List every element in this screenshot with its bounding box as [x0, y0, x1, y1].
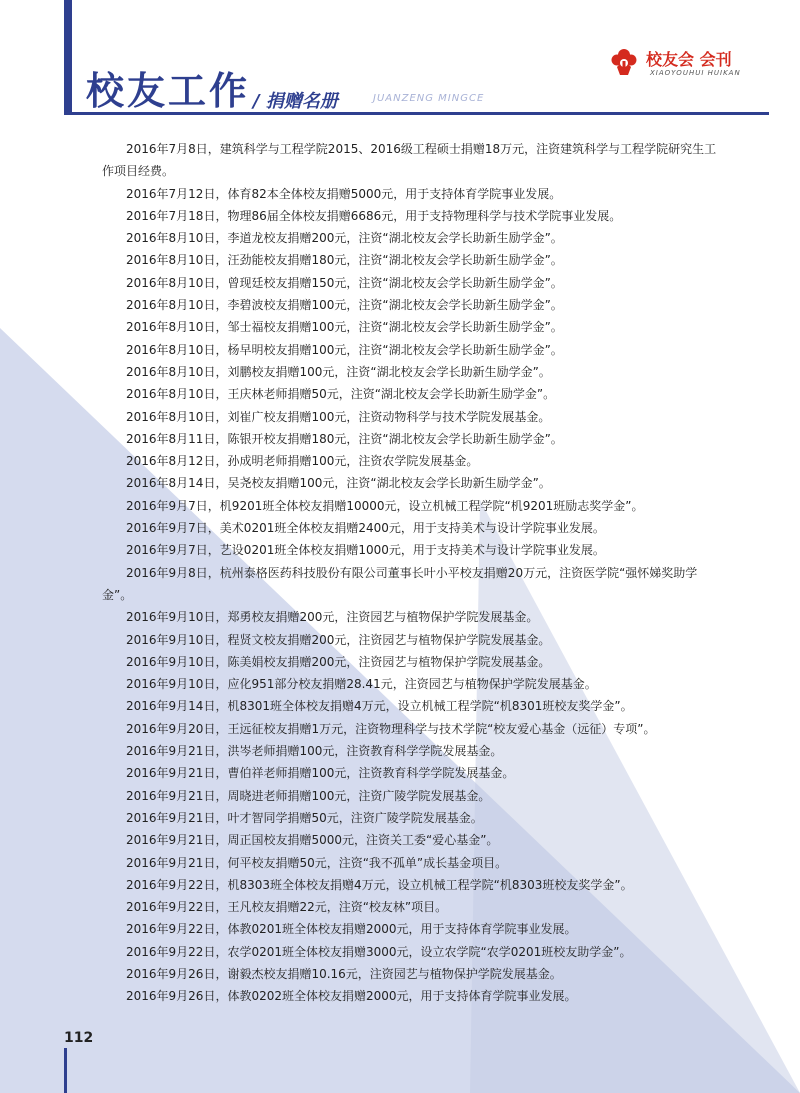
brand-title: 校友会 会刊	[646, 50, 732, 69]
donation-entry: 2016年9月10日，郑勇校友捐赠200元，注资园艺与植物保护学院发展基金。	[126, 610, 539, 625]
donation-entry: 2016年9月7日，美术0201班全体校友捐赠2400元，用于支持美术与设计学院事业发展。	[126, 521, 605, 536]
donation-entry: 2016年9月21日，曹伯祥老师捐赠100元，注资教育科学学院发展基金。	[126, 766, 515, 781]
donation-entry: 2016年8月10日，刘鹏校友捐赠100元，注资“湖北校友会学长助新生励学金”。	[126, 364, 551, 379]
section-title: 校友工作	[86, 69, 251, 113]
donation-entry: 2016年7月12日，体育82本全体校友捐赠5000元，用于支持体育学院事业发展。	[126, 186, 562, 201]
donation-entry: 2016年8月10日，杨早明校友捐赠100元，注资“湖北校友会学长助新生励学金”。	[126, 342, 563, 357]
donation-entry: 2016年9月14日，机8301班全体校友捐赠4万元，设立机械工程学院“机8301班校友奖学金”。	[126, 699, 633, 714]
header-accent-bar	[64, 0, 72, 112]
donation-entry: 2016年8月10日，王庆林老师捐赠50元，注资“湖北校友会学长助新生励学金”。	[126, 387, 556, 402]
donation-entry: 2016年9月21日，周晓进老师捐赠100元，注资广陵学院发展基金。	[126, 788, 491, 803]
brand-subtitle: XIAOYOUHUI HUIKAN	[650, 69, 741, 77]
donation-entry: 2016年9月22日，农学0201班全体校友捐赠3000元，设立农学院“农学0201班校友助学金”。	[126, 944, 632, 959]
brand-masthead	[608, 45, 788, 81]
donation-entry: 2016年9月10日，陈美娟校友捐赠200元，注资园艺与植物保护学院发展基金。	[126, 654, 551, 669]
donation-entry: 2016年8月12日，孙成明老师捐赠100元，注资农学院发展基金。	[126, 454, 479, 469]
donation-entry: 2016年9月7日，机9201班全体校友捐赠10000元，设立机械工程学院“机9201班励志奖学金”。	[126, 498, 644, 513]
donation-entry: 2016年8月10日，汪劲能校友捐赠180元，注资“湖北校友会学长助新生励学金”。	[126, 253, 563, 268]
donation-entry: 2016年9月26日，体教0202班全体校友捐赠2000元，用于支持体育学院事业发展。	[126, 989, 577, 1004]
donation-entry: 2016年9月21日，叶才智同学捐赠50元，注资广陵学院发展基金。	[126, 810, 483, 825]
donation-entry: 2016年8月10日，刘崔广校友捐赠100元，注资动物科学与技术学院发展基金。	[126, 409, 551, 424]
donation-entry: 2016年9月21日，何平校友捐赠50元，注资“我不孤单”成长基金项目。	[126, 855, 508, 870]
footer-rule	[64, 1048, 67, 1093]
donation-list	[102, 138, 722, 1008]
donation-entry: 2016年9月8日，杭州泰格医药科技股份有限公司董事长叶小平校友捐赠20万元，注资医学院“强怀娣奖助学金”。	[102, 565, 698, 602]
donation-entry: 2016年8月10日，李道龙校友捐赠200元，注资“湖北校友会学长助新生励学金”。	[126, 231, 563, 246]
alumni-logo-icon	[608, 45, 640, 77]
donation-entry: 2016年8月14日，吴尧校友捐赠100元，注资“湖北校友会学长助新生励学金”。	[126, 476, 551, 491]
donation-entry: 2016年7月8日，建筑科学与工程学院2015、2016级工程硕士捐赠18万元，注资建筑科学与工程学院研究生工作项目经费。	[102, 142, 717, 179]
donation-entry: 2016年9月20日，王远征校友捐赠1万元，注资物理科学与技术学院“校友爱心基金（远征）专项”。	[126, 721, 656, 736]
donation-entry: 2016年9月21日，周正国校友捐赠5000元，注资关工委“爱心基金”。	[126, 833, 499, 848]
donation-entry: 2016年9月10日，应化951部分校友捐赠28.41元，注资园艺与植物保护学院发展基金。	[126, 677, 597, 692]
donation-entry: 2016年9月22日，王凡校友捐赠22元，注资“校友林”项目。	[126, 900, 448, 915]
section-subtitle-en: JUANZENG MINGCE	[373, 93, 485, 104]
donation-entry: 2016年8月10日，邹士福校友捐赠100元，注资“湖北校友会学长助新生励学金”。	[126, 320, 563, 335]
donation-entry: 2016年9月7日，艺设0201班全体校友捐赠1000元，用于支持美术与设计学院事业发展。	[126, 543, 605, 558]
donation-entry: 2016年8月11日，陈银开校友捐赠180元，注资“湖北校友会学长助新生励学金”。	[126, 431, 563, 446]
donation-entry: 2016年9月26日，谢毅杰校友捐赠10.16元，注资园艺与植物保护学院发展基金。	[126, 966, 562, 981]
donation-entry: 2016年9月21日，洪岑老师捐赠100元，注资教育科学学院发展基金。	[126, 744, 503, 759]
section-subtitle: / 捐赠名册	[253, 91, 338, 112]
donation-entry: 2016年9月22日，机8303班全体校友捐赠4万元，设立机械工程学院“机8303班校友奖学金”。	[126, 877, 633, 892]
donation-entry: 2016年8月10日，曾现廷校友捐赠150元，注资“湖北校友会学长助新生励学金”。	[126, 275, 563, 290]
donation-entry: 2016年8月10日，李碧波校友捐赠100元，注资“湖北校友会学长助新生励学金”。	[126, 298, 563, 313]
page-number: 112	[64, 1030, 94, 1046]
donation-entry: 2016年9月10日，程贤文校友捐赠200元，注资园艺与植物保护学院发展基金。	[126, 632, 551, 647]
donation-entry: 2016年9月22日，体教0201班全体校友捐赠2000元，用于支持体育学院事业发展。	[126, 922, 577, 937]
donation-entry: 2016年7月18日，物理86届全体校友捐赠6686元，用于支持物理科学与技术学院事业发展。	[126, 208, 622, 223]
